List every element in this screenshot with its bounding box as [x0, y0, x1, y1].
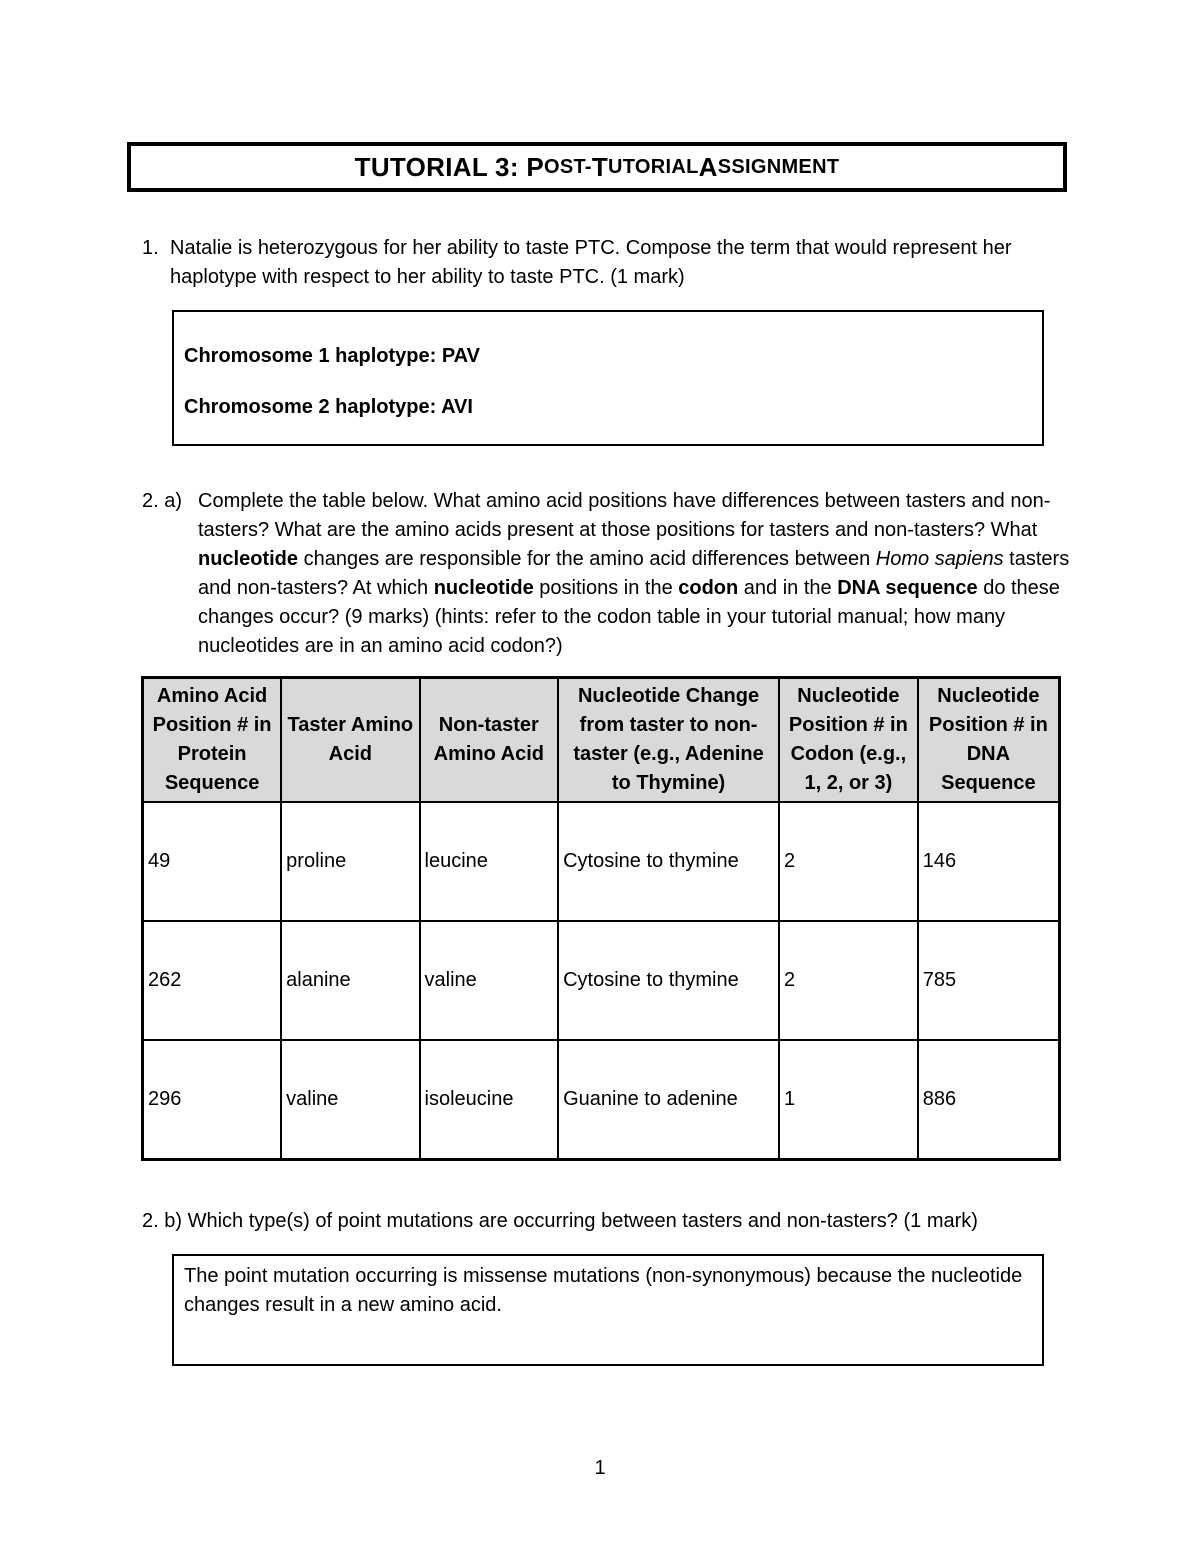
chromosome-2-haplotype: Chromosome 2 haplotype: AVI [184, 396, 473, 418]
table-cell[interactable]: 785 [918, 921, 1060, 1040]
table-cell[interactable]: 296 [143, 1040, 282, 1160]
title-p2: OST- [543, 155, 592, 178]
question-1-text: Natalie is heterozygous for her ability to taste PTC. Compose the term that would represent her haplotype with respect to her ability to taste PTC. (1 mark) [170, 237, 1012, 288]
question-2a-number: 2. a) [142, 490, 183, 512]
title-main: TUTORIAL 3: [354, 151, 519, 182]
q2a-text-4: positions in the [533, 577, 679, 599]
page-number: 1 [594, 1457, 606, 1479]
q2a-text-1: Complete the table below. What amino acid positions have differences between tasters and non-tasters? What are the amino acids present at those positions for tasters and non-tasters? What [198, 490, 1051, 541]
header-dna-position: Nucleotide Position # in DNA Sequence [918, 678, 1060, 803]
answer-box-2[interactable]: The point mutation occurring is missense mutations (non-synonymous) because the nucleotide changes result in a new amino acid. [172, 1254, 1044, 1366]
q2a-bold-1: nucleotide [198, 548, 299, 570]
q2a-text-3: tasters and non-tasters? At which [198, 548, 1070, 599]
title-p3: T [591, 151, 609, 182]
table-header-row [143, 678, 1060, 803]
question-2a [142, 487, 1072, 661]
table-cell[interactable]: 1 [779, 1040, 918, 1160]
title-p6: SSIGNMENT [717, 155, 840, 178]
table-cell[interactable]: alanine [281, 921, 419, 1040]
table-cell[interactable]: Cytosine to thymine [558, 921, 779, 1040]
header-taster-aa: Taster Amino Acid [281, 678, 419, 803]
q2a-text-6: do these changes occur? (9 marks) (hints: refer to the codon table in your tutorial manual; how many nucleotides are in an amino acid codon?) [198, 577, 1060, 657]
table-cell[interactable]: 2 [779, 802, 918, 921]
chromosome-1-haplotype: Chromosome 1 haplotype: PAV [184, 345, 480, 367]
table-row [143, 802, 1060, 921]
table-cell[interactable]: valine [281, 1040, 419, 1160]
title-p1: P [526, 151, 544, 182]
q2a-bold-2: nucleotide [433, 577, 534, 599]
table-row [143, 1040, 1060, 1160]
table-cell[interactable]: Cytosine to thymine [558, 802, 779, 921]
table-cell[interactable]: 49 [143, 802, 282, 921]
table-cell[interactable]: leucine [420, 802, 559, 921]
title-p5: A [698, 151, 718, 182]
table-cell[interactable]: 146 [918, 802, 1060, 921]
q2a-text-2: changes are responsible for the amino acid differences between [298, 548, 876, 570]
header-nontaster-aa: Non-taster Amino Acid [420, 678, 559, 803]
question-2a-text [198, 487, 1072, 661]
q2a-bold-4: DNA sequence [837, 577, 978, 599]
q2a-bold-3: codon [678, 577, 739, 599]
title-p4: UTORIAL [608, 155, 699, 178]
table-cell[interactable]: 886 [918, 1040, 1060, 1160]
question-1 [142, 234, 1062, 292]
q2a-text-5: and in the [738, 577, 838, 599]
table-cell[interactable]: 262 [143, 921, 282, 1040]
table-cell[interactable]: proline [281, 802, 419, 921]
table-cell[interactable]: valine [420, 921, 559, 1040]
answer-box-1[interactable] [172, 310, 1044, 446]
header-nucleotide-change: Nucleotide Change from taster to non-taster (e.g., Adenine to Thymine) [558, 678, 779, 803]
table-cell[interactable]: 2 [779, 921, 918, 1040]
question-2b: 2. b) Which type(s) of point mutations are occurring between tasters and non-tasters? (1 mark) [142, 1210, 978, 1232]
table-cell[interactable]: Guanine to adenine [558, 1040, 779, 1160]
question-1-number: 1. [142, 237, 159, 259]
page-title [127, 142, 1067, 192]
mutation-table [141, 676, 1061, 1161]
header-aa-position: Amino Acid Position # in Protein Sequence [143, 678, 282, 803]
header-codon-position: Nucleotide Position # in Codon (e.g., 1, 2, or 3) [779, 678, 918, 803]
table-row [143, 921, 1060, 1040]
table-cell[interactable]: isoleucine [420, 1040, 559, 1160]
q2a-italic-1: Homo sapiens [875, 548, 1004, 570]
